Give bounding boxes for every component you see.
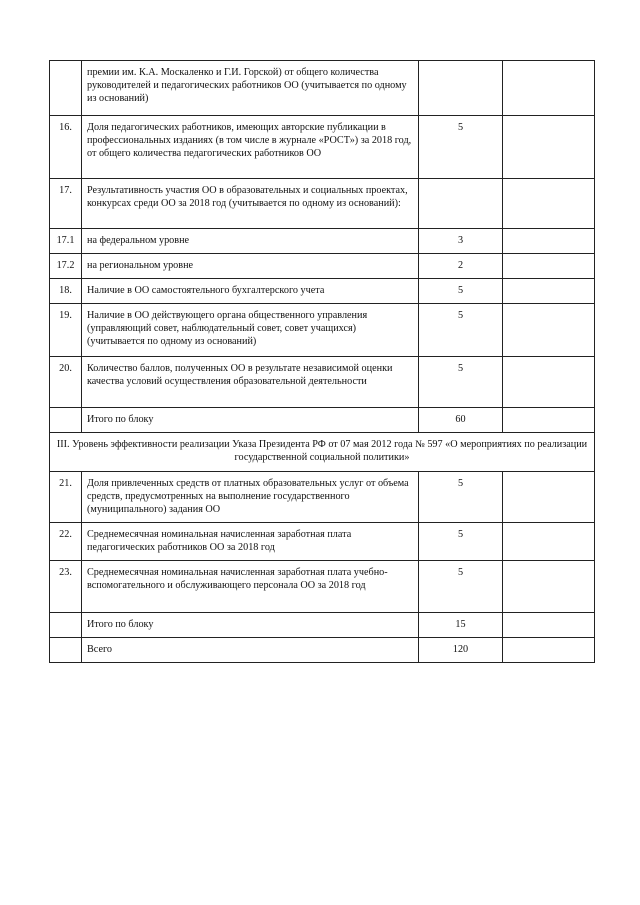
actual-score-cell [503, 638, 595, 663]
row-number [50, 408, 82, 433]
row-number: 17. [50, 179, 82, 229]
max-score [419, 61, 503, 116]
criterion-text: Среднемесячная номинальная начисленная заработная плата педагогических работников ОО за 2018 год [82, 523, 419, 561]
max-score: 5 [419, 279, 503, 304]
criterion-text: Количество баллов, полученных ОО в результате независимой оценки качества условий осуществления образовательной деятельности [82, 357, 419, 408]
criterion-text: Итого по блоку [82, 613, 419, 638]
actual-score-cell [503, 61, 595, 116]
table-row [50, 229, 595, 254]
table-row [50, 613, 595, 638]
actual-score-cell [503, 561, 595, 613]
table-row [50, 523, 595, 561]
section-header-row [50, 433, 595, 472]
criterion-text: на региональном уровне [82, 254, 419, 279]
row-number: 20. [50, 357, 82, 408]
criteria-table-body [50, 61, 595, 663]
row-number: 16. [50, 116, 82, 179]
section-title: III. Уровень эффективности реализации Указа Президента РФ от 07 мая 2012 года № 597 «О мероприятиях по реализации государственной социальной политики» [50, 433, 595, 472]
table-row [50, 472, 595, 523]
row-number: 23. [50, 561, 82, 613]
max-score: 5 [419, 357, 503, 408]
max-score: 60 [419, 408, 503, 433]
criterion-text: Результативность участия ОО в образовательных и социальных проектах, конкурсах среди ОО за 2018 год (учитывается по одному из оснований): [82, 179, 419, 229]
row-number [50, 61, 82, 116]
max-score: 5 [419, 523, 503, 561]
actual-score-cell [503, 116, 595, 179]
max-score: 5 [419, 472, 503, 523]
max-score: 120 [419, 638, 503, 663]
actual-score-cell [503, 279, 595, 304]
row-number [50, 638, 82, 663]
actual-score-cell [503, 472, 595, 523]
table-row [50, 179, 595, 229]
criterion-text: Наличие в ОО действующего органа общественного управления (управляющий совет, наблюдательный совет, совет учащихся) (учитывается по одному из оснований) [82, 304, 419, 357]
table-row [50, 279, 595, 304]
table-row [50, 61, 595, 116]
max-score: 2 [419, 254, 503, 279]
criterion-text: Наличие в ОО самостоятельного бухгалтерского учета [82, 279, 419, 304]
max-score: 5 [419, 304, 503, 357]
criteria-table [49, 60, 595, 663]
criterion-text: Всего [82, 638, 419, 663]
actual-score-cell [503, 523, 595, 561]
row-number: 18. [50, 279, 82, 304]
actual-score-cell [503, 254, 595, 279]
criterion-text: Итого по блоку [82, 408, 419, 433]
table-row [50, 408, 595, 433]
actual-score-cell [503, 408, 595, 433]
criterion-text: Среднемесячная номинальная начисленная заработная плата учебно-вспомогательного и обслуживающего персонала ОО за 2018 год [82, 561, 419, 613]
criterion-text: премии им. К.А. Москаленко и Г.И. Горской) от общего количества руководителей и педагогических работников ОО (учитывается по одному из оснований) [82, 61, 419, 116]
max-score: 3 [419, 229, 503, 254]
row-number: 21. [50, 472, 82, 523]
max-score [419, 179, 503, 229]
actual-score-cell [503, 304, 595, 357]
row-number [50, 613, 82, 638]
actual-score-cell [503, 179, 595, 229]
row-number: 19. [50, 304, 82, 357]
table-row [50, 638, 595, 663]
max-score: 5 [419, 116, 503, 179]
row-number: 17.2 [50, 254, 82, 279]
max-score: 5 [419, 561, 503, 613]
table-row [50, 357, 595, 408]
actual-score-cell [503, 357, 595, 408]
max-score: 15 [419, 613, 503, 638]
table-row [50, 254, 595, 279]
row-number: 17.1 [50, 229, 82, 254]
table-row [50, 304, 595, 357]
criterion-text: на федеральном уровне [82, 229, 419, 254]
actual-score-cell [503, 229, 595, 254]
table-row [50, 561, 595, 613]
criterion-text: Доля педагогических работников, имеющих авторские публикации в профессиональных изданиях (в том числе в журнале «РОСТ») за 2018 год, от общего количества педагогических работников ОО [82, 116, 419, 179]
criterion-text: Доля привлеченных средств от платных образовательных услуг от объема средств, предусмотренных на выполнение государственного (муниципального) задания ОО [82, 472, 419, 523]
actual-score-cell [503, 613, 595, 638]
row-number: 22. [50, 523, 82, 561]
table-row [50, 116, 595, 179]
